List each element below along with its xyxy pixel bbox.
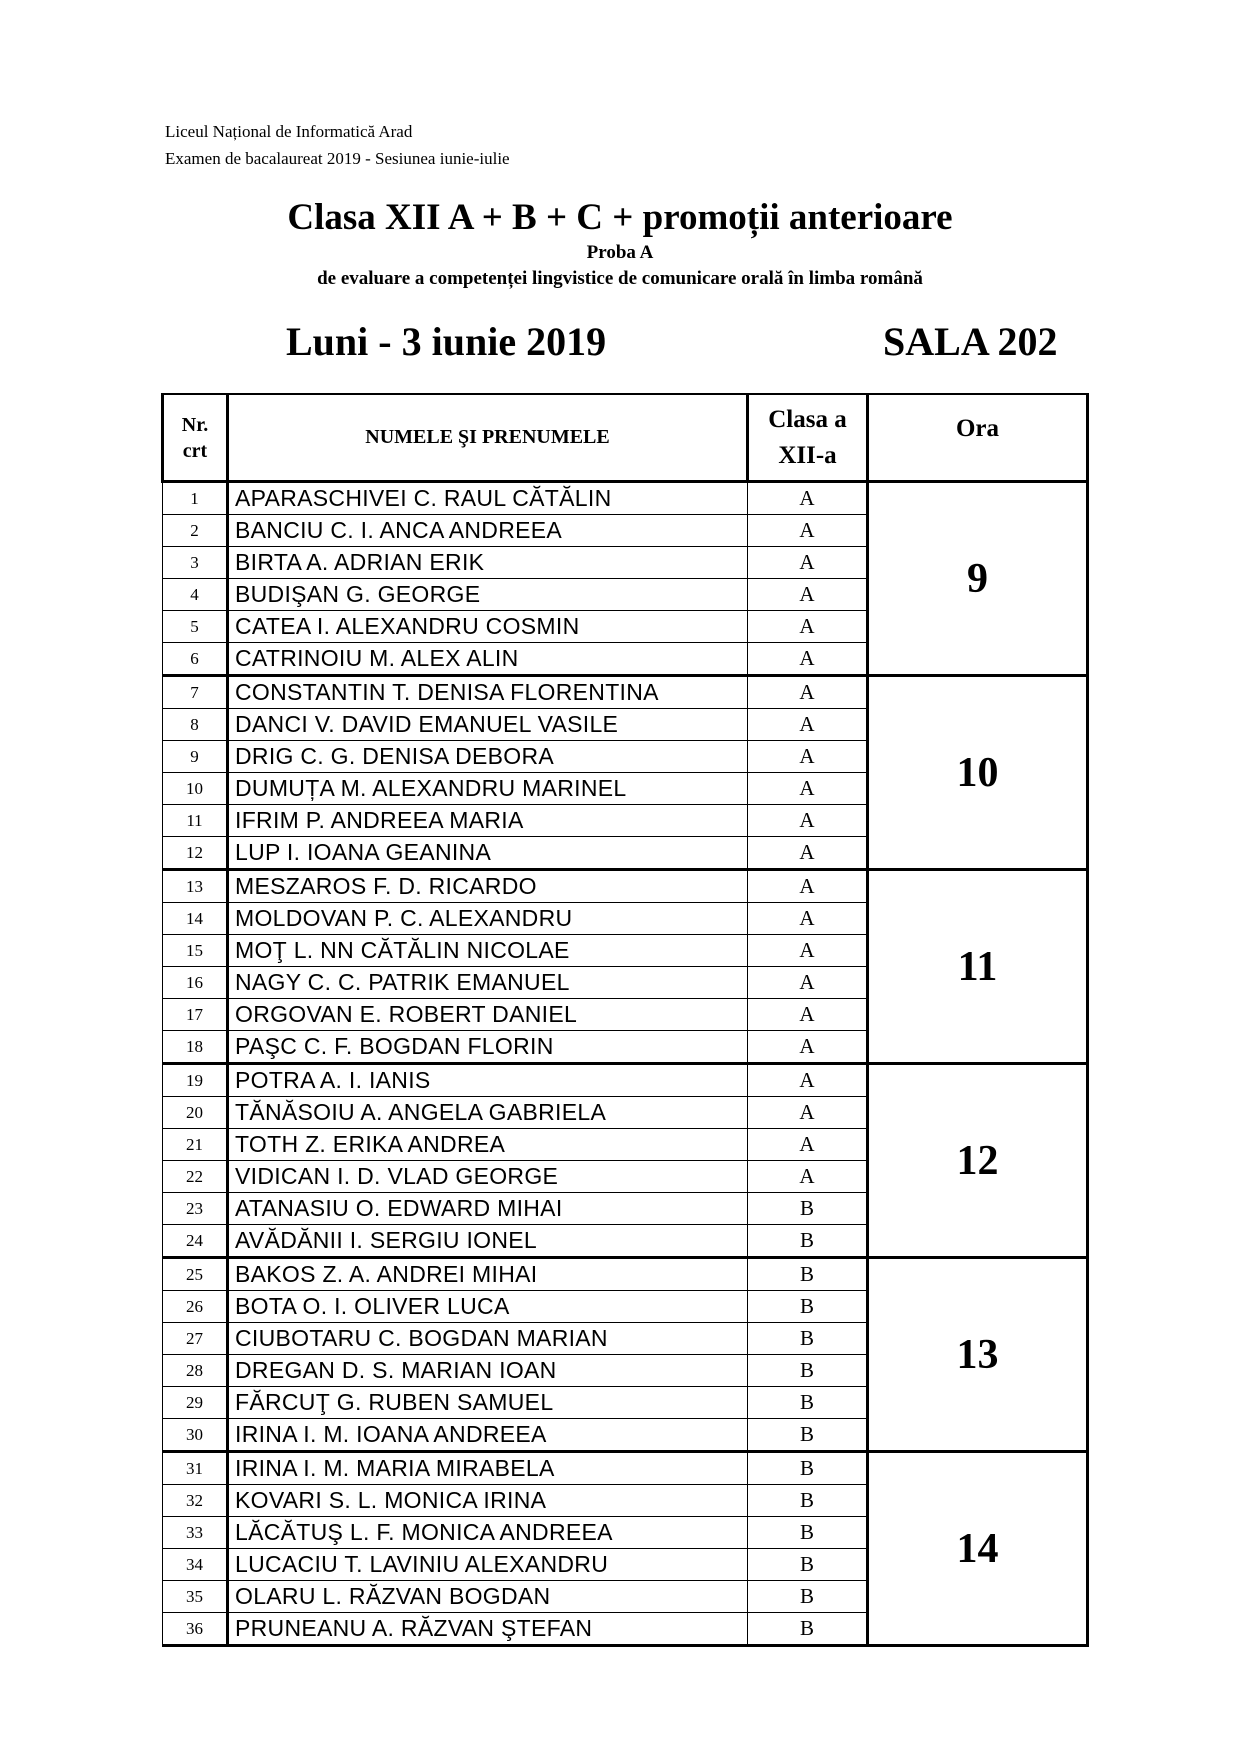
exam-part: Proba A [586,242,654,263]
document-title: Clasa XII A + B + C + promoții anterioare [287,197,953,238]
student-class: A [748,837,868,870]
row-number: 13 [163,870,228,903]
student-name: BOTA O. I. OLIVER LUCA [228,1291,748,1323]
row-number: 11 [163,805,228,837]
student-name: ORGOVAN E. ROBERT DANIEL [228,999,748,1031]
student-name: BUDIŞAN G. GEORGE [228,579,748,611]
row-number: 25 [163,1258,228,1291]
row-number: 8 [163,709,228,741]
header-nr-line2: crt [182,439,208,462]
student-name: DRIG C. G. DENISA DEBORA [228,741,748,773]
table-header-row [163,394,1088,482]
row-number: 10 [163,773,228,805]
student-name: LUP I. IOANA GEANINA [228,837,748,870]
student-class: A [748,515,868,547]
row-number: 7 [163,676,228,709]
student-name: CONSTANTIN T. DENISA FLORENTINA [228,676,748,709]
student-class: B [748,1387,868,1419]
time-slot: 10 [868,676,1088,870]
row-number: 16 [163,967,228,999]
student-name: MESZAROS F. D. RICARDO [228,870,748,903]
student-name: POTRA A. I. IANIS [228,1064,748,1097]
student-name: LĂCĂTUŞ L. F. MONICA ANDREEA [228,1517,748,1549]
student-class: A [748,773,868,805]
student-class: A [748,1064,868,1097]
student-name: MOŢ L. NN CĂTĂLIN NICOLAE [228,935,748,967]
student-class: B [748,1485,868,1517]
exam-description: de evaluare a competenței lingvistice de comunicare orală în limba română [317,268,923,289]
row-number: 3 [163,547,228,579]
row-number: 12 [163,837,228,870]
student-name: FĂRCUŢ G. RUBEN SAMUEL [228,1387,748,1419]
row-number: 34 [163,1549,228,1581]
student-name: ATANASIU O. EDWARD MIHAI [228,1193,748,1225]
student-class: A [748,643,868,676]
row-number: 36 [163,1613,228,1646]
student-name: PRUNEANU A. RĂZVAN ŞTEFAN [228,1613,748,1646]
row-number: 19 [163,1064,228,1097]
student-name: PAŞC C. F. BOGDAN FLORIN [228,1031,748,1064]
row-number: 26 [163,1291,228,1323]
students-table [161,393,1089,1647]
student-name: DREGAN D. S. MARIAN IOAN [228,1355,748,1387]
student-class: B [748,1355,868,1387]
student-name: IRINA I. M. IOANA ANDREEA [228,1419,748,1452]
table-row [163,1258,1088,1291]
student-class: A [748,741,868,773]
time-slot: 12 [868,1064,1088,1258]
row-number: 24 [163,1225,228,1258]
header-name: NUMELE ŞI PRENUMELE [228,394,748,482]
row-number: 32 [163,1485,228,1517]
time-slot: 14 [868,1452,1088,1646]
row-number: 30 [163,1419,228,1452]
student-class: B [748,1291,868,1323]
row-number: 23 [163,1193,228,1225]
student-class: B [748,1419,868,1452]
row-number: 9 [163,741,228,773]
student-class: A [748,1097,868,1129]
row-number: 2 [163,515,228,547]
student-class: A [748,547,868,579]
table-row [163,676,1088,709]
student-class: A [748,611,868,643]
student-class: B [748,1452,868,1485]
row-number: 28 [163,1355,228,1387]
student-name: NAGY C. C. PATRIK EMANUEL [228,967,748,999]
student-name: BANCIU C. I. ANCA ANDREEA [228,515,748,547]
student-class: A [748,935,868,967]
student-name: LUCACIU T. LAVINIU ALEXANDRU [228,1549,748,1581]
row-number: 5 [163,611,228,643]
student-name: OLARU L. RĂZVAN BOGDAN [228,1581,748,1613]
table-row [163,482,1088,515]
student-name: TOTH Z. ERIKA ANDREA [228,1129,748,1161]
row-number: 1 [163,482,228,515]
student-name: CATEA I. ALEXANDRU COSMIN [228,611,748,643]
student-name: BIRTA A. ADRIAN ERIK [228,547,748,579]
table-body [163,482,1088,1646]
table-row [163,870,1088,903]
row-number: 35 [163,1581,228,1613]
student-class: A [748,1161,868,1193]
student-class: B [748,1258,868,1291]
student-class: B [748,1193,868,1225]
header-class-line1: Clasa a [768,405,847,433]
row-number: 27 [163,1323,228,1355]
student-name: CIUBOTARU C. BOGDAN MARIAN [228,1323,748,1355]
time-slot: 13 [868,1258,1088,1452]
student-class: B [748,1225,868,1258]
row-number: 6 [163,643,228,676]
student-name: IFRIM P. ANDREEA MARIA [228,805,748,837]
student-name: MOLDOVAN P. C. ALEXANDRU [228,903,748,935]
student-name: KOVARI S. L. MONICA IRINA [228,1485,748,1517]
student-class: A [748,903,868,935]
student-class: A [748,999,868,1031]
time-slot: 11 [868,870,1088,1064]
header-class-line2: XII-a [778,441,837,469]
student-class: A [748,482,868,515]
student-name: BAKOS Z. A. ANDREI MIHAI [228,1258,748,1291]
row-number: 17 [163,999,228,1031]
student-name: DUMUȚA M. ALEXANDRU MARINEL [228,773,748,805]
row-number: 22 [163,1161,228,1193]
student-name: IRINA I. M. MARIA MIRABELA [228,1452,748,1485]
exam-room: SALA 202 [883,319,1058,364]
time-slot: 9 [868,482,1088,676]
student-class: A [748,870,868,903]
student-name: APARASCHIVEI C. RAUL CĂTĂLIN [228,482,748,515]
exam-session: Examen de bacalaureat 2019 - Sesiunea iunie-iulie [165,149,510,168]
student-class: B [748,1517,868,1549]
institution-name: Liceul Național de Informatică Arad [165,122,413,141]
table-row [163,1452,1088,1485]
header-nr [163,394,228,482]
student-name: VIDICAN I. D. VLAD GEORGE [228,1161,748,1193]
student-class: A [748,709,868,741]
row-number: 29 [163,1387,228,1419]
student-name: TĂNĂSOIU A. ANGELA GABRIELA [228,1097,748,1129]
row-number: 18 [163,1031,228,1064]
student-class: B [748,1581,868,1613]
student-class: B [748,1549,868,1581]
student-class: A [748,967,868,999]
row-number: 20 [163,1097,228,1129]
table-row [163,1064,1088,1097]
row-number: 15 [163,935,228,967]
student-name: AVĂDĂNII I. SERGIU IONEL [228,1225,748,1258]
student-class: A [748,676,868,709]
row-number: 4 [163,579,228,611]
student-class: A [748,805,868,837]
row-number: 21 [163,1129,228,1161]
student-class: A [748,579,868,611]
student-class: A [748,1031,868,1064]
exam-date: Luni - 3 iunie 2019 [286,319,607,364]
row-number: 14 [163,903,228,935]
header-time: Ora [868,394,1088,482]
header-nr-line1: Nr. [181,413,209,436]
student-class: B [748,1613,868,1646]
row-number: 31 [163,1452,228,1485]
student-name: CATRINOIU M. ALEX ALIN [228,643,748,676]
student-name: DANCI V. DAVID EMANUEL VASILE [228,709,748,741]
student-class: A [748,1129,868,1161]
student-class: B [748,1323,868,1355]
row-number: 33 [163,1517,228,1549]
header-class [748,394,868,482]
